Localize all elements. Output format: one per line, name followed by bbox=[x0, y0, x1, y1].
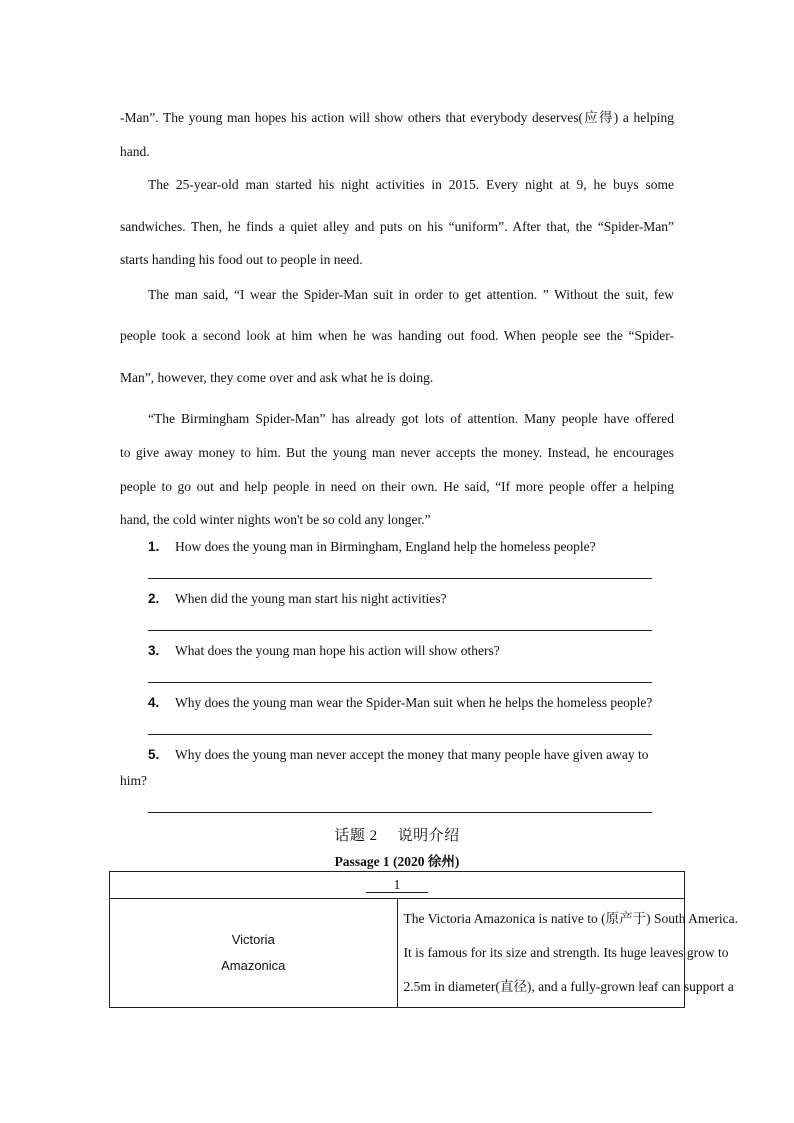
description-line: It is famous for its size and strength. Its huge leaves grow to bbox=[403, 945, 729, 960]
passage-line: people to go out and help people in need on their own. He said, “If more people offer a helping bbox=[120, 479, 674, 494]
question-number: 3. bbox=[148, 643, 160, 658]
question-number: 2. bbox=[148, 591, 160, 606]
passage-line: to give away money to him. But the young man never accepts the money. Instead, he encourages bbox=[120, 445, 674, 460]
info-table bbox=[109, 871, 738, 1008]
question-text: How does the young man in Birmingham, England help the homeless people? bbox=[175, 539, 596, 554]
question-3 bbox=[148, 643, 674, 659]
answer-line-2[interactable] bbox=[148, 630, 652, 631]
question-4 bbox=[148, 695, 674, 711]
passage-line: starts handing his food out to people in need. bbox=[120, 252, 363, 267]
question-number: 5. bbox=[148, 747, 160, 762]
plant-name-line-2: Amazonica bbox=[221, 958, 286, 973]
passage-line: hand. bbox=[120, 144, 150, 159]
question-2 bbox=[148, 591, 674, 607]
passage-line: sandwiches. Then, he finds a quiet alley and puts on his “uniform”. After that, the “Spider-Man” bbox=[120, 219, 674, 234]
blank-1[interactable]: 1 bbox=[366, 877, 428, 893]
question-5 bbox=[148, 747, 674, 763]
passage-title: Passage 1 (2020 徐州) bbox=[334, 854, 460, 869]
description-line: 2.5m in diameter(直径), and a fully-grown leaf can support a bbox=[403, 979, 734, 994]
passage-line: Man”, however, they come over and ask what he is doing. bbox=[120, 370, 434, 385]
question-text: What does the young man hope his action will show others? bbox=[175, 643, 500, 658]
passage-line: The 25-year-old man started his night activities in 2015. Every night at 9, he buys some bbox=[148, 177, 674, 192]
question-number: 1. bbox=[148, 539, 160, 554]
answer-line-4[interactable] bbox=[148, 734, 652, 735]
plant-name-line-1: Victoria bbox=[231, 932, 275, 947]
passage-line: “The Birmingham Spider-Man” has already got lots of attention. Many people have offered bbox=[148, 411, 674, 426]
question-text: When did the young man start his night activities? bbox=[175, 591, 447, 606]
plant-description-cell bbox=[397, 899, 738, 1008]
table-header-cell bbox=[110, 872, 685, 899]
plant-name-cell bbox=[110, 899, 398, 1008]
answer-line-3[interactable] bbox=[148, 682, 652, 683]
passage-line: -Man”. The young man hopes his action will show others that everybody deserves(应得) a helping bbox=[120, 110, 674, 125]
question-1 bbox=[148, 539, 674, 555]
topic-title: 说明介绍 bbox=[397, 828, 460, 844]
answer-line-1[interactable] bbox=[148, 578, 652, 579]
topic-label: 话题 2 bbox=[334, 828, 378, 844]
question-5-continuation: him? bbox=[120, 773, 147, 788]
section-heading bbox=[0, 824, 794, 845]
passage-line: The man said, “I wear the Spider-Man suit in order to get attention. ” Without the suit, few bbox=[148, 287, 674, 302]
question-number: 4. bbox=[148, 695, 160, 710]
passage-line: hand, the cold winter nights won't be so cold any longer.” bbox=[120, 512, 431, 527]
question-text: Why does the young man never accept the money that many people have given away to bbox=[175, 747, 649, 762]
passage-line: people took a second look at him when he was handing out food. When people see the “Spider- bbox=[120, 328, 674, 343]
answer-line-5[interactable] bbox=[148, 812, 652, 813]
question-text: Why does the young man wear the Spider-Man suit when he helps the homeless people? bbox=[175, 695, 653, 710]
description-line: The Victoria Amazonica is native to (原产于) South America. bbox=[403, 911, 738, 926]
